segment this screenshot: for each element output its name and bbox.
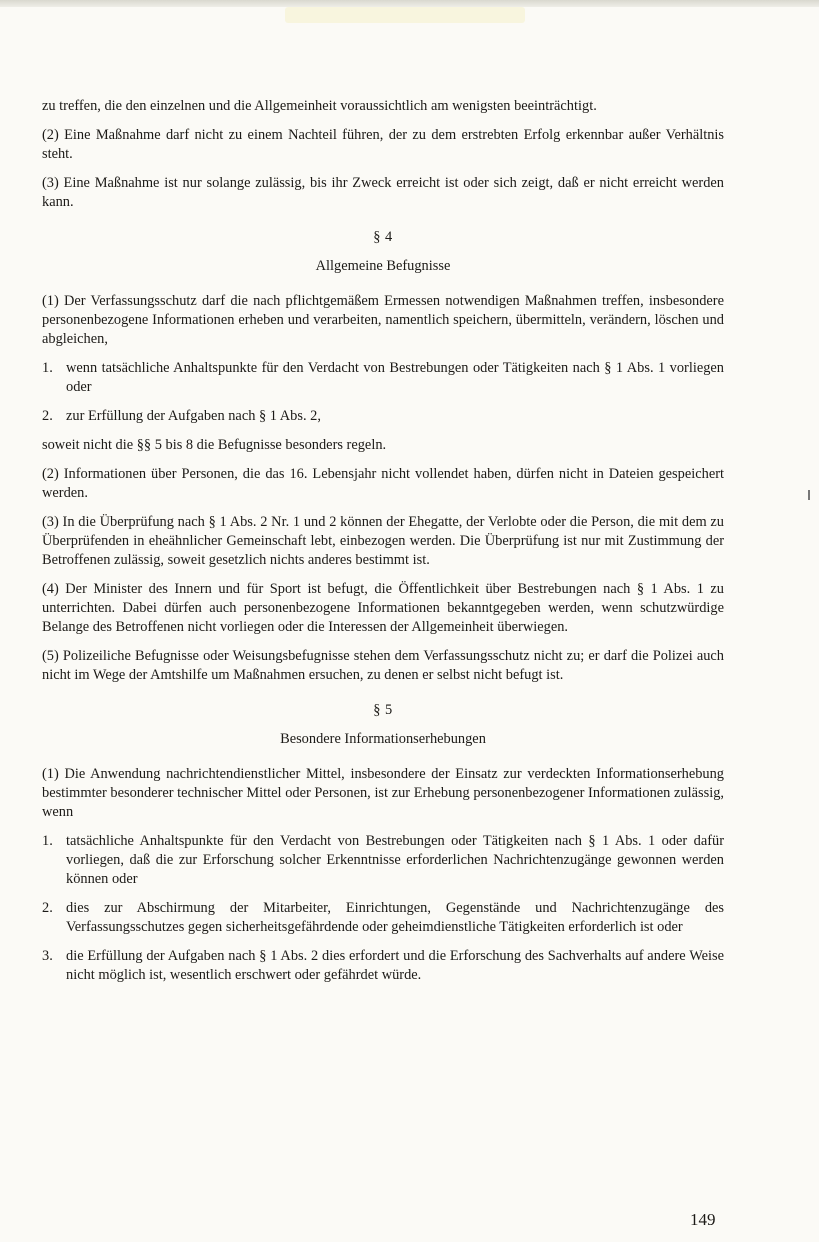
section-5-list-item	[42, 899, 724, 937]
section-5-list-item	[42, 947, 724, 985]
list-item-text: zur Erfüllung der Aufgaben nach § 1 Abs. 2,	[66, 408, 321, 424]
scan-smudge	[285, 7, 525, 23]
paragraph-continuation: zu treffen, die den einzelnen und die Allgemeinheit voraussichtlich am wenigsten beeinträchtigt.	[42, 98, 597, 114]
list-item-text: tatsächliche Anhaltspunkte für den Verdacht von Bestrebungen oder Tätigkeiten nach § 1 Abs. 1 oder dafür vorliegen, daß die zur Erforschung solcher Erkenntnisse erforderlichen Nachrichtenzugänge gewonnen werden können oder	[66, 833, 724, 887]
list-item-number: 1.	[42, 833, 53, 849]
page-number: 149	[690, 1210, 716, 1229]
paragraph-2: (2) Eine Maßnahme darf nicht zu einem Nachteil führen, der zu dem erstrebten Erfolg erkennbar außer Verhältnis steht.	[42, 127, 724, 162]
list-item-text: wenn tatsächliche Anhaltspunkte für den Verdacht von Bestrebungen oder Tätigkeiten nach § 1 Abs. 1 vorliegen oder	[66, 360, 724, 395]
list-item-number: 3.	[42, 948, 53, 964]
paragraph-3: (3) Eine Maßnahme ist nur solange zulässig, bis ihr Zweck erreicht ist oder sich zeigt, daß er nicht erreicht werden kann.	[42, 175, 724, 210]
section-5-paragraph-1: (1) Die Anwendung nachrichtendienstlicher Mittel, insbesondere der Einsatz zur verdeckten Informationserhebung bestimmter besonderer technischer Mittel oder Personen, ist zur Erhebung personenbezogener Informationen zulässig, wenn	[42, 766, 724, 820]
list-item-text: die Erfüllung der Aufgaben nach § 1 Abs. 2 dies erfordert und die Erforschung des Sachverhalts auf andere Weise nicht möglich ist, wesentlich erschwert oder gefährdet würde.	[66, 948, 724, 983]
scan-top-edge	[0, 0, 819, 7]
document-page	[42, 97, 724, 995]
list-item-number: 2.	[42, 408, 53, 424]
section-5-title: Besondere Informationserhebungen	[280, 731, 486, 747]
section-4-paragraph-3: (3) In die Überprüfung nach § 1 Abs. 2 Nr. 1 und 2 können der Ehegatte, der Verlobte oder die Person, die mit dem zu Überprüfenden in eheähnlicher Gemeinschaft lebt, einbezogen werden. Die Überprüfung ist nur mit Zustimmung der Betroffenen zulässig, soweit gesetzlich nichts anderes bestimmt ist.	[42, 514, 724, 568]
section-4-paragraph-4: (4) Der Minister des Innern und für Sport ist befugt, die Öffentlichkeit über Bestrebungen nach § 1 Abs. 1 zu unterrichten. Dabei dürfen auch personenbezogene Informationen bekanntgegeben werden, wenn schutzwürdige Belange des Betroffenen nicht vorliegen oder die Interessen der Allgemeinheit überwiegen.	[42, 581, 724, 635]
section-4-title: Allgemeine Befugnisse	[315, 258, 451, 274]
section-5-list-item	[42, 832, 724, 889]
list-item-number: 1.	[42, 360, 53, 376]
section-5-number: § 5	[373, 702, 393, 718]
list-item-number: 2.	[42, 900, 53, 916]
section-4-paragraph-2: (2) Informationen über Personen, die das 16. Lebensjahr nicht vollendet haben, dürfen nicht in Dateien gespeichert werden.	[42, 466, 724, 501]
section-4-paragraph-5: (5) Polizeiliche Befugnisse oder Weisungsbefugnisse stehen dem Verfassungsschutz nicht zu; er darf die Polizei auch nicht im Wege der Amtshilfe um Maßnahmen ersuchen, zu denen er selbst nicht befugt ist.	[42, 648, 724, 683]
section-4-list-item	[42, 359, 724, 397]
section-4-number: § 4	[373, 229, 393, 245]
section-4-paragraph-1: (1) Der Verfassungsschutz darf die nach pflichtgemäßem Ermessen notwendigen Maßnahmen treffen, insbesondere personenbezogene Informationen erheben und verarbeiten, namentlich speichern, übermitteln, verändern, löschen und abgleichen,	[42, 293, 724, 347]
section-4-list-item	[42, 407, 724, 426]
list-item-text: dies zur Abschirmung der Mitarbeiter, Einrichtungen, Gegenstände und Nachrichtenzugänge des Verfassungsschutzes gegen sicherheitsgefährdende oder geheimdienstliche Tätigkeiten erforderlich ist oder	[66, 900, 724, 935]
scan-speck	[808, 490, 810, 500]
section-4-paragraph-1-tail: soweit nicht die §§ 5 bis 8 die Befugnisse besonders regeln.	[42, 437, 387, 453]
